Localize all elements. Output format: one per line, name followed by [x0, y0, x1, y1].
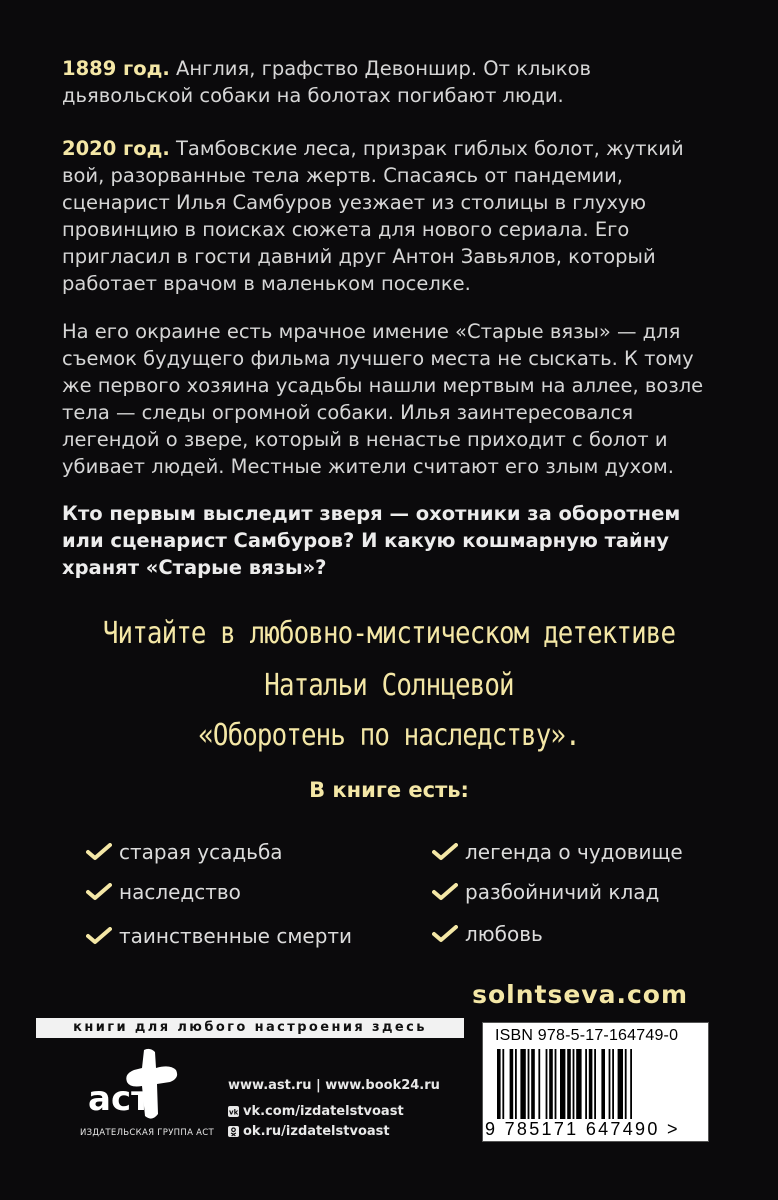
ok-contact	[228, 1124, 390, 1139]
barcode-first-digit: 9	[485, 1119, 498, 1139]
vk-icon	[228, 1106, 239, 1117]
feature-item	[86, 880, 241, 904]
barcode-bar	[531, 1049, 535, 1119]
publisher-name: ИЗДАТЕЛЬСКАЯ ГРУППА АСТ	[79, 1128, 215, 1138]
isbn-number: ISBN 978-5-17-164749-0	[495, 1027, 679, 1044]
barcode-group-1: 785171	[504, 1119, 579, 1139]
vk-link[interactable]: vk.com/izdatelstvoast	[243, 1104, 404, 1119]
paragraph-question: Кто первым выследит зверя — охотники за оборотнем или сценарист Самбуров? И какую кошмарную тайну хранят «Старые вязы»?	[62, 502, 681, 579]
barcode-bar	[609, 1049, 611, 1119]
barcode-bar	[618, 1049, 623, 1119]
year-1889: 1889 год.	[62, 57, 170, 80]
barcode-bar	[601, 1049, 605, 1119]
intro-paragraph-2020	[62, 135, 722, 297]
feature-item	[86, 840, 283, 864]
feature-label: таинственные смерти	[119, 924, 353, 948]
feature-label: старая усадьба	[119, 840, 283, 864]
feature-label: разбойничий клад	[465, 880, 660, 904]
ast-logo-icon	[82, 1046, 192, 1126]
paragraph-2020-text: Тамбовские леса, призрак гиблых болот, жуткий вой, разорванные тела жертв. Спасаясь от пандемии, сценарист Илья Самбуров уезжает из столицы в глухую провинцию в поисках сюжета для нового сериала. Его пригласил в гости давний друг Антон Завьялов, который работает врачом в маленьком поселке.	[62, 137, 684, 295]
paragraph-estate: На его окраине есть мрачное имение «Старые вязы» — для съемок будущего фильма лучшего места не сыскать. К тому же первого хозяина усадьбы нашли мертвым на аллее, возле тела — следы огромной собаки. Илья заинтересовался легендой о звере, который в ненастье приходит с болот и убивает людей. Местные жители считают его злым духом.	[62, 320, 704, 478]
publisher-tagline: книги для любого настроения здесь	[36, 1018, 464, 1038]
ok-icon	[228, 1126, 239, 1137]
barcode-bar	[625, 1049, 627, 1119]
barcode-digits	[485, 1119, 707, 1140]
promo-line-1: Читайте в любовно-мистическом детективе	[102, 616, 676, 651]
ast-logo-text: аст	[88, 1079, 151, 1119]
intro-paragraph-1889	[62, 55, 722, 109]
year-2020: 2020 год.	[62, 137, 170, 160]
feature-label: любовь	[465, 922, 543, 946]
check-icon	[432, 883, 458, 901]
feature-item	[432, 922, 543, 946]
barcode-bar	[538, 1049, 540, 1119]
barcode-group-2: 647490	[585, 1119, 660, 1139]
barcode-bar	[630, 1049, 632, 1119]
check-icon	[86, 883, 112, 901]
publisher-sites: www.ast.ru | www.book24.ru	[228, 1078, 440, 1093]
barcode-bar	[528, 1049, 530, 1119]
barcode-bar	[594, 1049, 596, 1119]
vk-contact	[228, 1104, 404, 1119]
barcode-bar	[515, 1049, 517, 1119]
feature-item	[432, 840, 683, 864]
barcode-bar	[549, 1049, 553, 1119]
barcode-bar	[510, 1049, 514, 1119]
barcode-bar	[573, 1049, 575, 1119]
paragraph-1889-text: Англия, графство Девоншир. От клыков дьявольской собаки на болотах погибают люди.	[62, 57, 591, 107]
barcode-bar	[546, 1049, 548, 1119]
barcode-bar	[502, 1049, 504, 1119]
check-icon	[432, 843, 458, 861]
promo-line-2: Натальи Солнцевой	[264, 668, 514, 703]
check-icon	[86, 843, 112, 861]
barcode-bar	[576, 1049, 581, 1119]
promo-line-3: «Оборотень по наследству».	[198, 718, 580, 753]
barcode-bar	[567, 1049, 571, 1119]
barcode-bar	[555, 1049, 557, 1119]
features-title: В книге есть:	[309, 778, 469, 802]
barcode-bar	[497, 1049, 501, 1119]
barcode-bar	[585, 1049, 587, 1119]
check-icon	[86, 927, 112, 945]
feature-label: легенда о чудовище	[465, 840, 683, 864]
feature-label: наследство	[119, 880, 241, 904]
barcode-bar	[520, 1049, 525, 1119]
barcode-bars	[497, 1049, 693, 1119]
barcode-bar	[612, 1049, 614, 1119]
barcode-bar	[560, 1049, 565, 1119]
barcode-bar	[589, 1049, 593, 1119]
barcode-arrow: >	[667, 1119, 680, 1139]
feature-item	[86, 924, 352, 948]
author-website: solntseva.com	[472, 980, 688, 1009]
svg-text:vk: vk	[229, 1108, 239, 1117]
barcode	[482, 1022, 709, 1142]
ok-link[interactable]: ok.ru/izdatelstvoast	[243, 1124, 390, 1139]
check-icon	[432, 925, 458, 943]
feature-item	[432, 880, 659, 904]
